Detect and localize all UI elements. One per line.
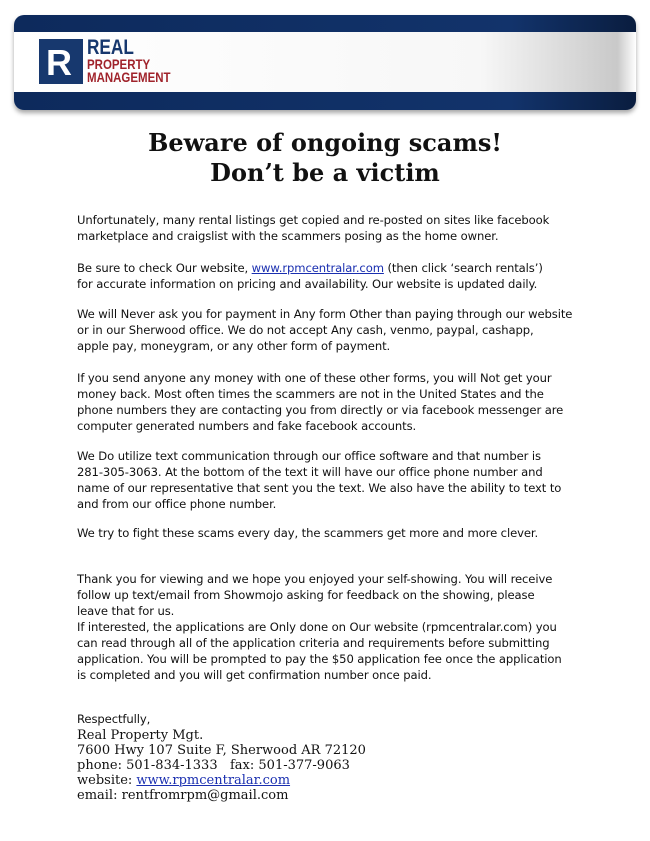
text-line: apple pay, moneygram, or any other form of payment.: [77, 339, 391, 353]
text-line: leave that for us.: [77, 604, 175, 618]
logo-line3: MANAGEMENT: [87, 69, 171, 85]
paragraph-text-communication: [77, 448, 561, 512]
paragraph-website: [77, 260, 543, 292]
header-banner: [14, 15, 636, 110]
text: Be sure to check Our website,: [77, 261, 252, 275]
paragraph-payment: [77, 306, 572, 354]
paragraph-thank-you: [77, 571, 562, 683]
text-line: and from our office phone number.: [77, 497, 277, 511]
title-line1: Beware of ongoing scams!: [148, 128, 502, 157]
text-line: phone numbers they are contacting you from directly or via facebook messenger are: [77, 403, 564, 417]
text-line: If interested, the applications are Only done on Our website (rpmcentralar.com) you: [77, 620, 557, 634]
text-line: money back. Most often times the scammers are not in the United States and the: [77, 387, 544, 401]
address: 7600 Hwy 107 Suite F, Sherwood AR 72120: [77, 743, 366, 758]
email: email: rentfromrpm@gmail.com: [77, 788, 289, 803]
page-title: [0, 128, 650, 188]
text-line: Thank you for viewing and we hope you enjoyed your self-showing. You will receive: [77, 572, 553, 586]
text-line: We try to fight these scams every day, the scammers get more and more clever.: [77, 526, 539, 540]
website-link[interactable]: www.rpmcentralar.com: [251, 261, 384, 275]
text-line: computer generated numbers and fake facebook accounts.: [77, 419, 417, 433]
text-line: If you send anyone any money with one of these other forms, you will Not get your: [77, 371, 552, 385]
text-line: Unfortunately, many rental listings get copied and re-posted on sites like facebook: [77, 213, 550, 227]
logo-r-icon: [39, 39, 83, 84]
text-line: We Do utilize text communication through our office software and that number is: [77, 449, 541, 463]
phone-fax: phone: 501-834-1333 fax: 501-377-9063: [77, 758, 350, 773]
text-line: 281-305-3063. At the bottom of the text it will have our office phone number and: [77, 465, 543, 479]
text-line: follow up text/email from Showmojo asking for feedback on the showing, please: [77, 588, 535, 602]
logo-line1: REAL: [87, 36, 134, 59]
text-line: We will Never ask you for payment in Any form Other than paying through our website: [77, 307, 573, 321]
text-line: application. You will be prompted to pay the $50 application fee once the application: [77, 652, 562, 666]
paragraph-listings: [77, 212, 549, 244]
company-logo: [39, 38, 189, 84]
paragraph-money-back: [77, 370, 563, 434]
logo-line2: PROPERTY: [87, 56, 151, 72]
text: (then click ‘search rentals’): [383, 261, 543, 275]
signature-website-link[interactable]: www.rpmcentralar.com: [136, 773, 291, 788]
logo-letter: R: [46, 41, 72, 83]
signature-block: [77, 728, 366, 803]
text-line: name of our representative that sent you the text. We also have the ability to text to: [77, 481, 562, 495]
text-line: for accurate information on pricing and availability. Our website is updated daily.: [77, 277, 538, 291]
logo-text: [87, 38, 171, 84]
closing: Respectfully,: [77, 712, 151, 726]
text-line: or in our Sherwood office. We do not accept Any cash, venmo, paypal, cashapp,: [77, 323, 534, 337]
text-line: can read through all of the application criteria and requirements before submitting: [77, 636, 550, 650]
text-line: is completed and you will get confirmation number once paid.: [77, 668, 432, 682]
company-name: Real Property Mgt.: [77, 728, 204, 743]
title-line2: Don’t be a victim: [210, 158, 440, 187]
text-line: marketplace and craigslist with the scammers posing as the home owner.: [77, 229, 499, 243]
website-label: website:: [77, 773, 137, 788]
website-line: [77, 773, 366, 788]
paragraph-fight-scams: [77, 525, 538, 541]
